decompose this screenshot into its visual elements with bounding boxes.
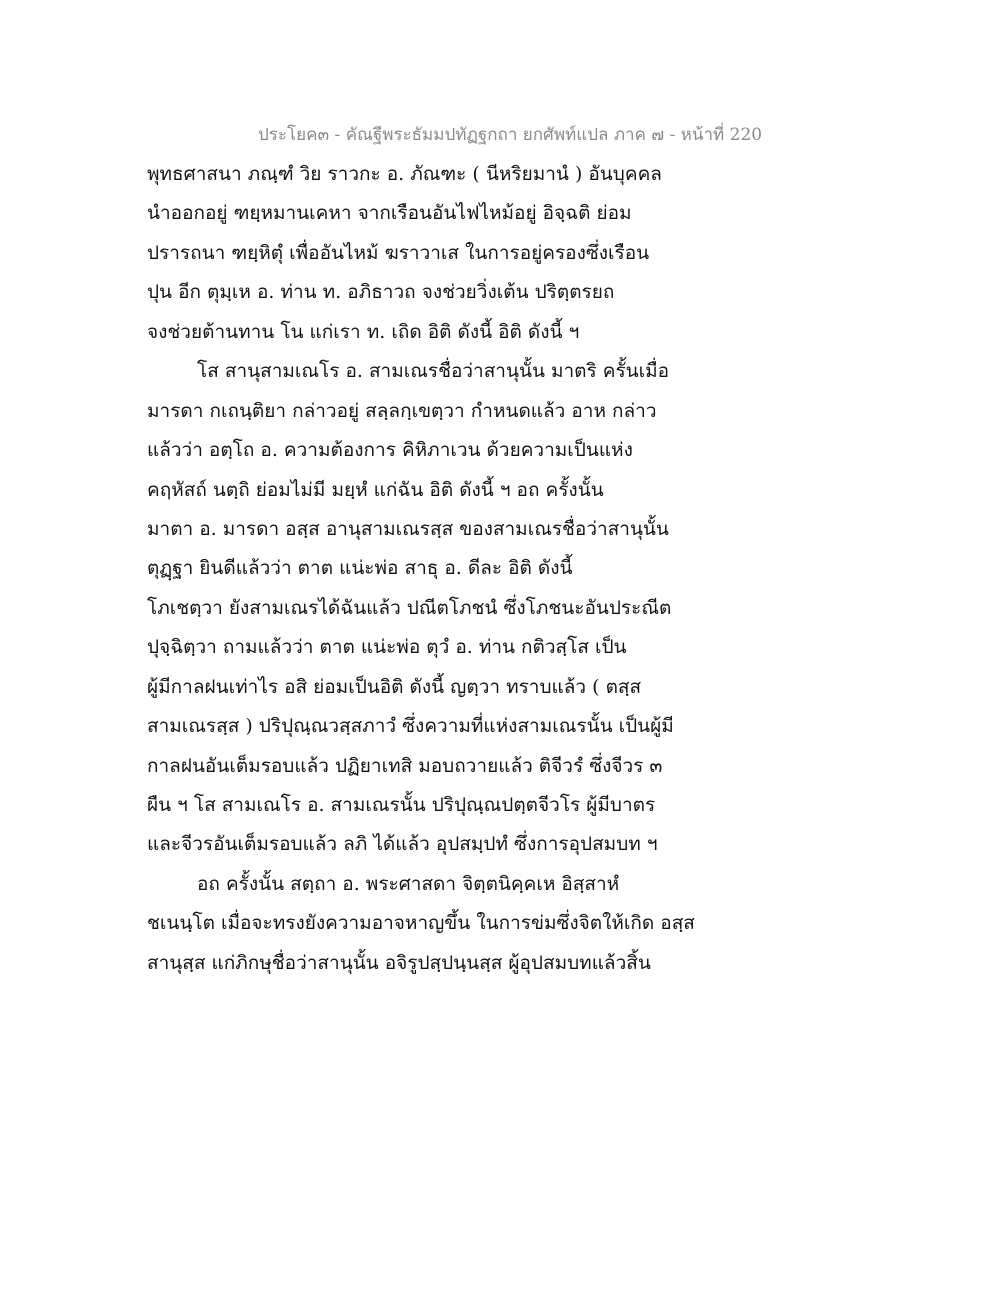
- text-line: พุทธศาสนา ภณฺฑํ วิย ราวกะ อ. ภัณฑะ ( นีหริยมานํ ) อันบุคคล: [147, 163, 662, 185]
- page-header: ประโยค๓ - คัณฐีพระธัมมปทัฏฐกถา ยกศัพท์แปล ภาค ๗ - หน้าที่ 220: [258, 125, 763, 145]
- text-line: ผู้มีกาลฝนเท่าไร อสิ ย่อมเป็นอิติ ดังนี้ ญตฺวา ทราบแล้ว ( ตสฺส: [147, 675, 642, 698]
- paragraph-start-line: โส สานุสามเณโร อ. สามเณรชื่อว่าสานุนั้น มาตริ ครั้นเมื่อ: [197, 360, 670, 383]
- text-line: ปุน อีก ตุมฺเห อ. ท่าน ท. อภิธาวถ จงช่วยวิ่งเต้น ปริตฺตรยถ: [147, 281, 615, 304]
- text-line: สานุสฺส แก่ภิกษุชื่อว่าสานุนั้น อจิรูปสฺปนฺนสฺส ผู้อุปสมบทแล้วสิ้น: [147, 951, 651, 974]
- text-line: แล้วว่า อตฺโถ อ. ความต้องการ คิหิภาเวน ด้วยความเป็นแห่ง: [147, 439, 633, 462]
- text-line: นำออกอยู่ ฑยฺหมานเคหา จากเรือนอันไฟไหม้อยู่ อิจฺฉติ ย่อม: [147, 202, 632, 225]
- text-line: จงช่วยต้านทาน โน แก่เรา ท. เถิด อิติ ดังนี้ อิติ ดังนี้ ฯ: [147, 320, 580, 343]
- text-line: สามเณรสฺส ) ปริปุณฺณวสฺสภาวํ ซึ่งความที่แห่งสามเณรนั้น เป็นผู้มี: [147, 715, 674, 738]
- text-line: ผืน ฯ โส สามเณโร อ. สามเณรนั้น ปริปุณฺณปตฺตจีวโร ผู้มีบาตร: [147, 794, 656, 816]
- body-text: [147, 155, 707, 983]
- text-line: ชเนนฺโต เมื่อจะทรงยังความอาจหาญขึ้น ในการข่มซึ่งจิตให้เกิด อสฺส: [147, 912, 695, 935]
- text-line: ปุจฺฉิตฺวา ถามแล้วว่า ตาต แน่ะพ่อ ตุวํ อ. ท่าน กติวสฺโส เป็น: [147, 636, 627, 659]
- text-line: ปรารถนา ฑยฺหิตุํ เพื่ออันไหม้ ฆราวาเส ในการอยู่ครองซึ่งเรือน: [147, 241, 650, 264]
- paragraph-start-line: อถ ครั้งนั้น สตฺถา อ. พระศาสดา จิตฺตนิคฺคเห อิสฺสาหํ: [197, 872, 620, 895]
- text-line: ตุฏฺฐา ยินดีแล้วว่า ตาต แน่ะพ่อ สาธุ อ. ดีละ อิติ ดังนี้: [147, 557, 573, 580]
- text-line: และจีวรอันเต็มรอบแล้ว ลภิ ได้แล้ว อุปสมฺปทํ ซึ่งการอุปสมบท ฯ: [147, 833, 658, 856]
- text-line: กาลฝนอันเต็มรอบแล้ว ปฏิยาเทสิ มอบถวายแล้ว ติจีวรํ ซึ่งจีวร ๓: [147, 754, 663, 777]
- text-line: มาตา อ. มารดา อสฺส อานุสามเณรสฺส ของสามเณรชื่อว่าสานุนั้น: [147, 517, 669, 540]
- text-line: โภเชตฺวา ยังสามเณรได้ฉันแล้ว ปณีตโภชนํ ซึ่งโภชนะอันประณีต: [147, 596, 672, 619]
- text-line: คฤหัสถ์ นตฺถิ ย่อมไม่มี มยฺหํ แก่ฉัน อิติ ดังนี้ ฯ อถ ครั้งนั้น: [147, 478, 604, 501]
- text-line: มารดา กเถนฺติยา กล่าวอยู่ สลฺลกฺเขตฺวา กำหนดแล้ว อาห กล่าว: [147, 399, 657, 422]
